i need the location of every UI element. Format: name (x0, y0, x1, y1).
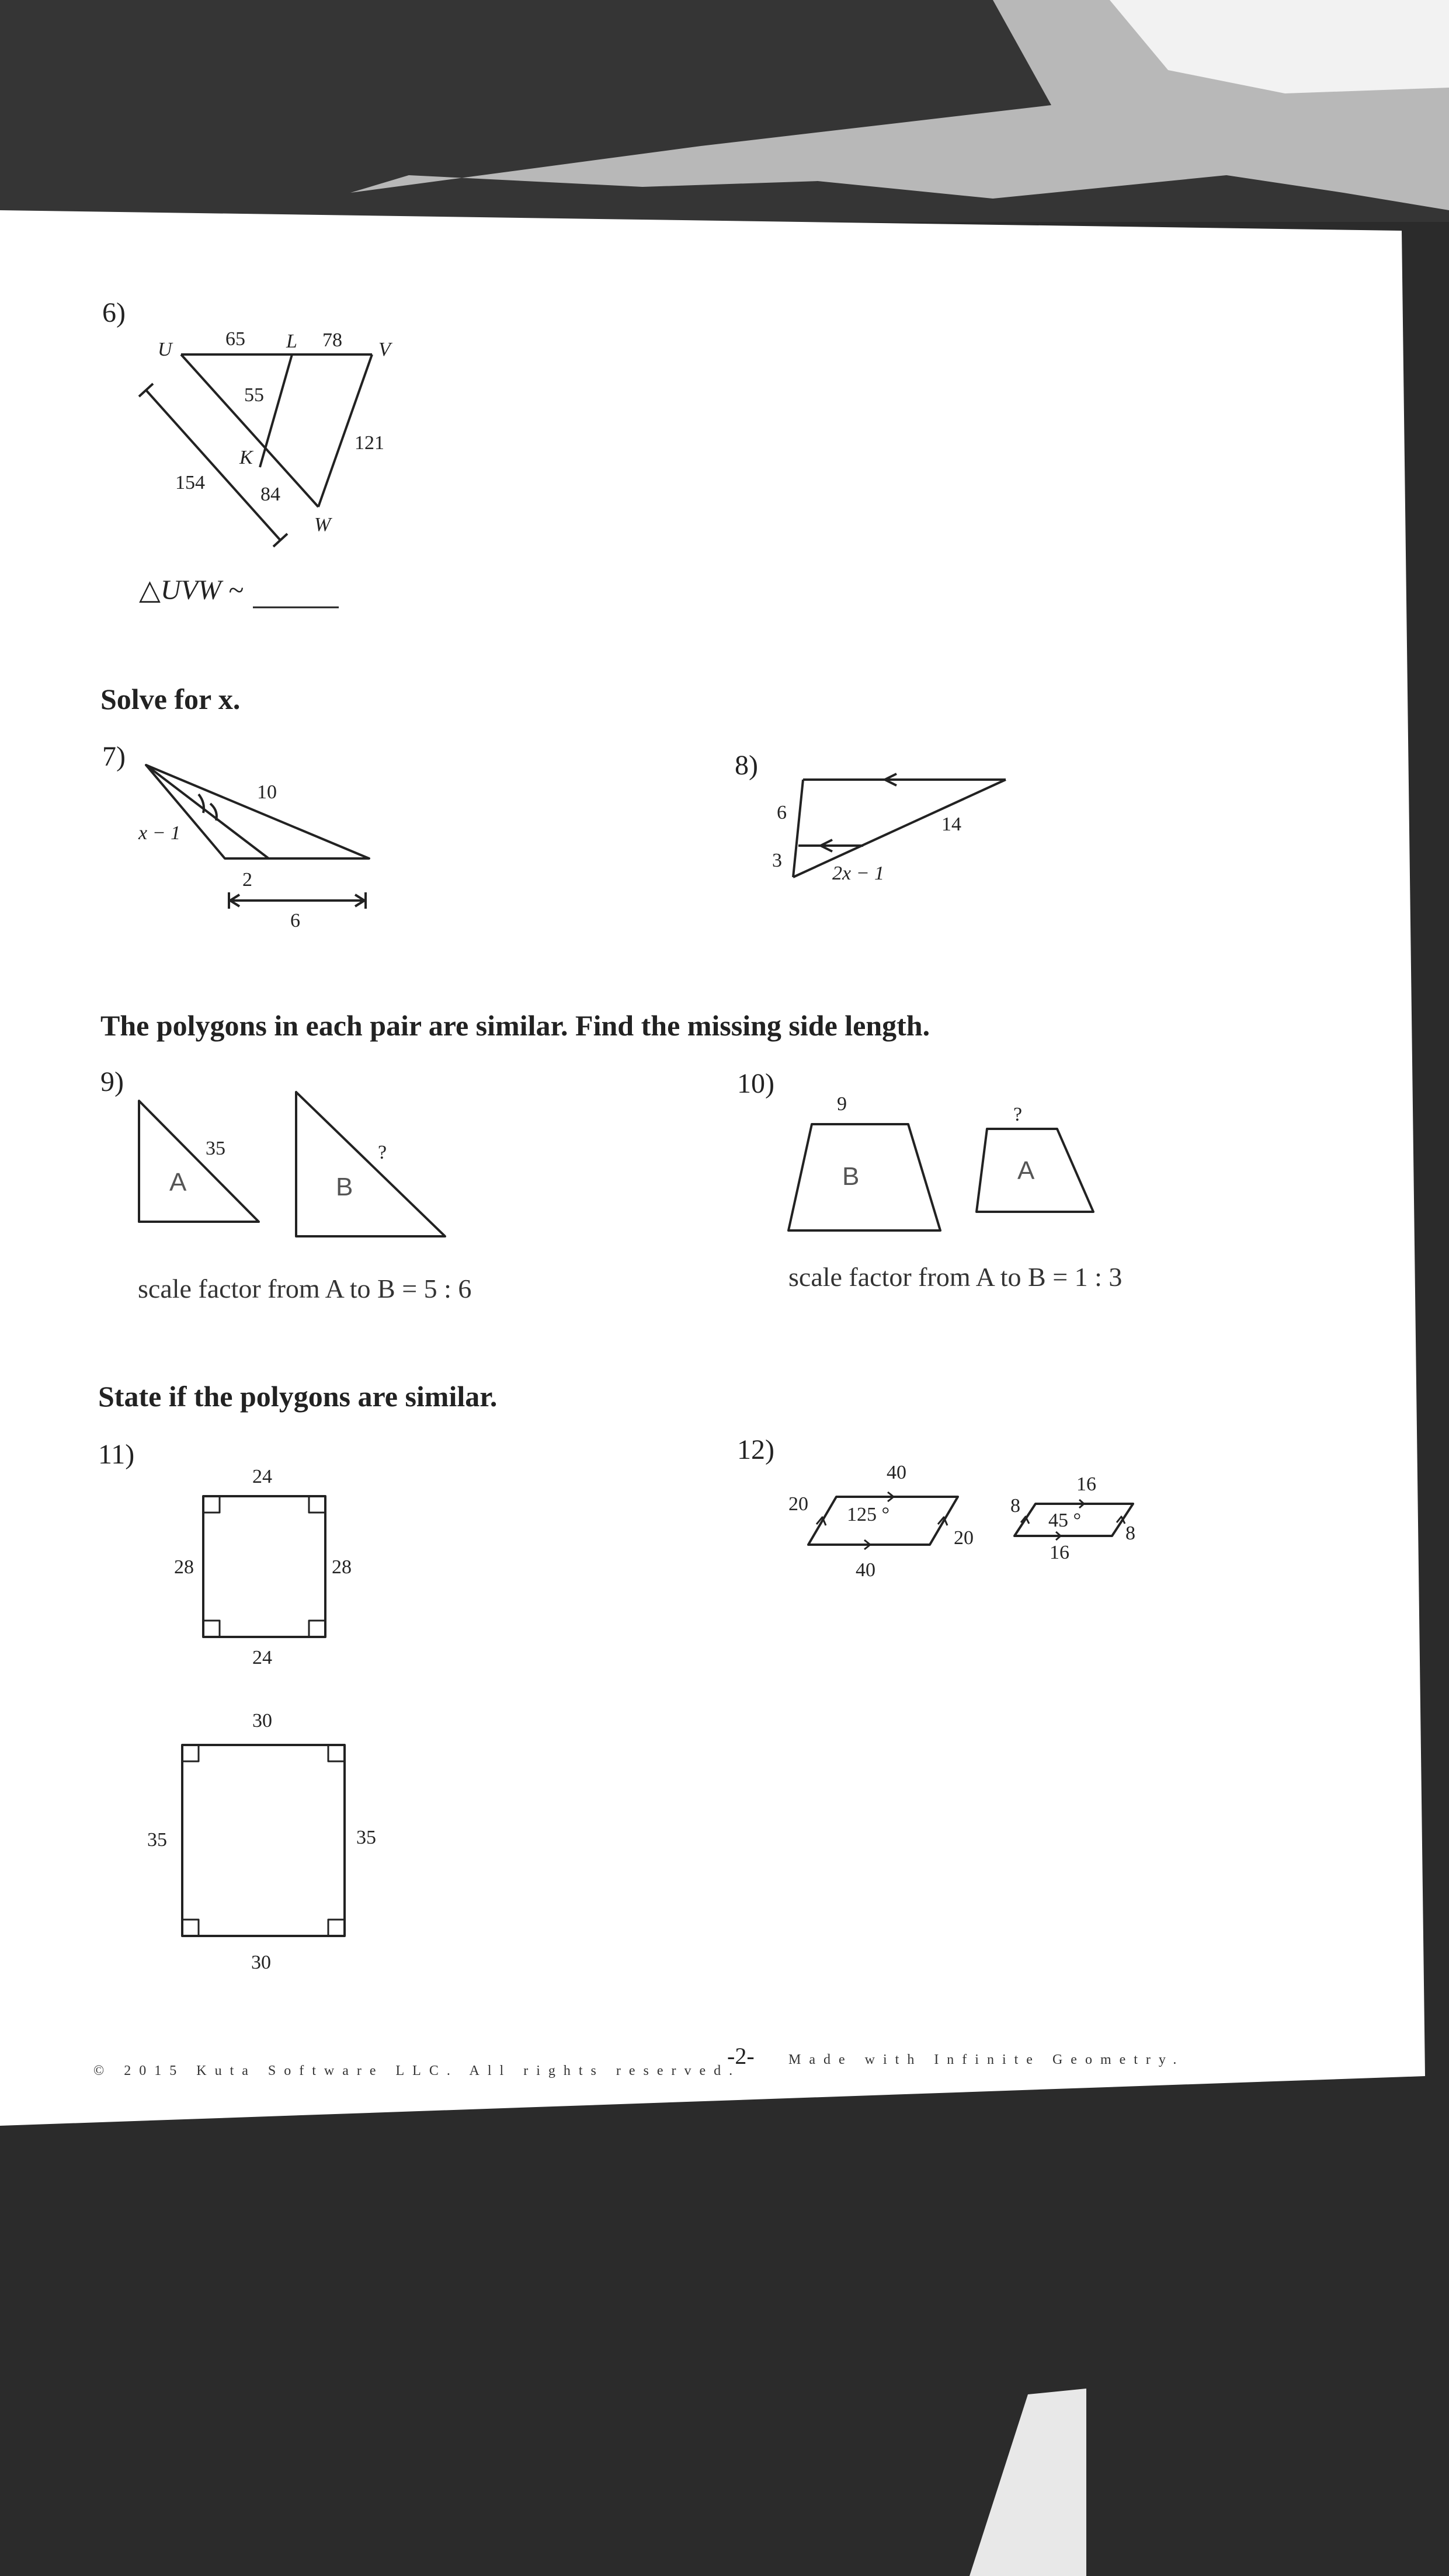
p10-label-a: A (1017, 1156, 1035, 1185)
p12-para2-top: 16 (1076, 1473, 1096, 1495)
p11-number: 11) (98, 1439, 135, 1470)
p10-label-b: B (842, 1162, 860, 1191)
p10-top-a: ? (1013, 1104, 1023, 1125)
p6-vertex-l: L (286, 331, 297, 352)
footer-made-with: Made with Infinite Geometry. (788, 2052, 1185, 2067)
p11-rect1-right: 28 (332, 1556, 352, 1578)
p8-base: 2x − 1 (832, 863, 885, 884)
p6-measure-uw: 154 (175, 472, 205, 493)
p8-hyp: 14 (941, 814, 961, 835)
p6-vertex-k: K (239, 447, 253, 468)
section-similar-heading: State if the polygons are similar. (98, 1380, 498, 1413)
footer-page-number: -2- (727, 2043, 755, 2069)
p6-measure-lv: 78 (322, 329, 342, 351)
p11-rect2-left: 35 (147, 1829, 167, 1851)
p12-para2-left: 8 (1010, 1495, 1020, 1517)
p6-vertex-v: V (378, 339, 391, 360)
p8-number: 8) (735, 750, 758, 781)
p9-label-a: A (169, 1168, 187, 1197)
p8-left-bottom: 3 (772, 850, 782, 871)
p10-number: 10) (737, 1068, 774, 1099)
p6-measure-lk: 55 (244, 384, 264, 406)
section-polygons-heading: The polygons in each pair are similar. Find the missing side length. (100, 1009, 930, 1042)
p6-measure-ul: 65 (225, 328, 245, 350)
p11-rect2-top: 30 (252, 1710, 272, 1732)
paper-sheet (0, 210, 1425, 2126)
p12-para2-bottom: 16 (1050, 1542, 1069, 1563)
p6-vertex-w: W (314, 514, 331, 536)
p7-side-long: 10 (257, 781, 277, 803)
p7-number: 7) (102, 741, 126, 772)
p9-scale-text: scale factor from A to B = 5 : 6 (138, 1274, 472, 1303)
p6-vertex-u: U (158, 339, 172, 360)
p12-para2-angle: 45 ° (1048, 1510, 1082, 1531)
p7-seg-short: 2 (242, 869, 252, 891)
p7-seg-long: 6 (290, 910, 300, 931)
p12-para1-top: 40 (887, 1462, 906, 1483)
section-solve-heading: Solve for x. (100, 683, 241, 715)
p12-para1-right: 20 (954, 1527, 974, 1549)
p6-answer-prompt: △UVW ~ (139, 575, 244, 606)
p11-rect1-top: 24 (252, 1466, 272, 1487)
p12-para1-left: 20 (788, 1493, 808, 1515)
p12-para1-angle: 125 ° (847, 1504, 890, 1525)
p9-label-b: B (336, 1173, 353, 1201)
p9-side-a: 35 (206, 1138, 225, 1159)
p10-top-b: 9 (837, 1093, 847, 1115)
p7-side-left: x − 1 (138, 822, 181, 844)
p11-rect1-bottom: 24 (252, 1647, 272, 1668)
p6-measure-kw: 84 (260, 484, 280, 505)
p11-rect1-left: 28 (174, 1556, 194, 1578)
p9-number: 9) (100, 1066, 124, 1097)
p6-measure-vw: 121 (355, 432, 384, 454)
p11-rect2-bottom: 30 (251, 1952, 271, 1973)
p10-scale-text: scale factor from A to B = 1 : 3 (788, 1262, 1123, 1292)
p8-left-top: 6 (777, 802, 787, 823)
p11-rect2-right: 35 (356, 1827, 376, 1848)
p9-side-b: ? (378, 1142, 387, 1163)
p12-para1-bottom: 40 (856, 1559, 875, 1581)
p12-para2-right: 8 (1125, 1522, 1135, 1544)
p12-number: 12) (737, 1434, 774, 1465)
footer-copyright: © 2015 Kuta Software LLC. All rights reserved. (93, 2063, 741, 2078)
p6-number: 6) (102, 297, 126, 328)
